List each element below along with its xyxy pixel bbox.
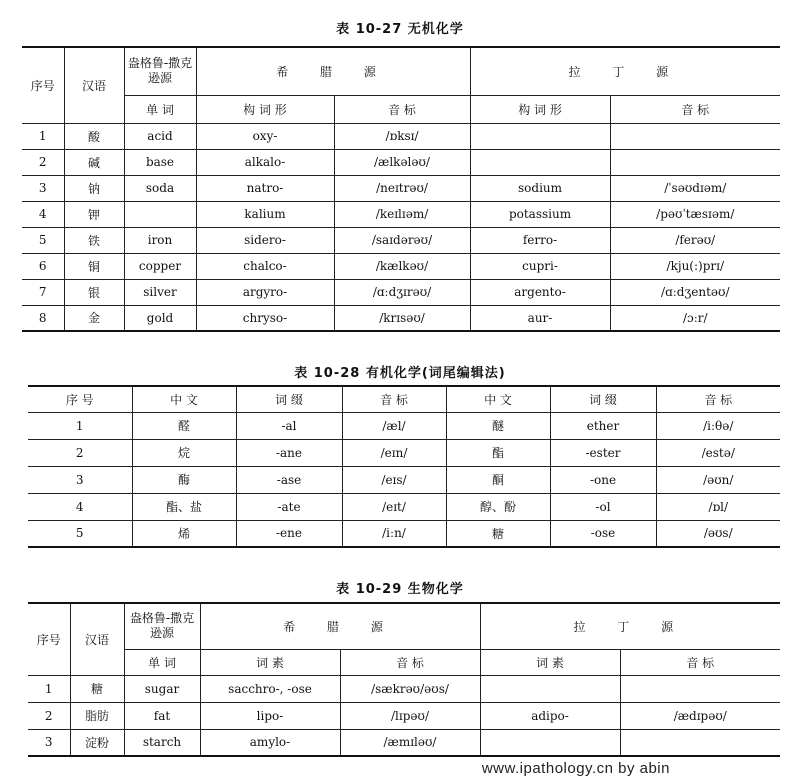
cell-seq: 3 [28, 729, 70, 756]
cell-phonetic-1: /eɪs/ [342, 466, 446, 493]
cell-chinese-1: 酶 [132, 466, 236, 493]
table-row [28, 439, 780, 466]
cell-latin-form: cupri- [470, 253, 610, 279]
cell-chinese-2: 糖 [446, 520, 550, 547]
cell-chinese-2: 醚 [446, 412, 550, 439]
table-row [22, 123, 780, 149]
cell-seq: 1 [28, 675, 70, 702]
cell-seq: 2 [22, 149, 64, 175]
cell-greek-phonetic: /kælkəʊ/ [334, 253, 470, 279]
cell-greek-form: alkalo- [196, 149, 334, 175]
cell-chinese: 钠 [64, 175, 124, 201]
cell-latin-phonetic: /ɑːdʒentəʊ/ [610, 279, 780, 305]
cell-greek-phonetic: /lɪpəʊ/ [340, 702, 480, 729]
header-word: 单 词 [124, 95, 196, 123]
cell-greek-phonetic: /ælkələʊ/ [334, 149, 470, 175]
table-row [28, 412, 780, 439]
cell-affix-1: -al [236, 412, 342, 439]
cell-greek-phonetic: /keɪlɪəm/ [334, 201, 470, 227]
table-caption: 表 10-29 生物化学 [336, 582, 464, 597]
cell-greek-form: natro- [196, 175, 334, 201]
cell-latin-phonetic: /pəʊˈtæsɪəm/ [610, 201, 780, 227]
cell-latin-phonetic [610, 123, 780, 149]
cell-affix-2: -ester [550, 439, 656, 466]
table-row [22, 305, 780, 331]
cell-phonetic-2: /ɒl/ [656, 493, 780, 520]
cell-phonetic-1: /æl/ [342, 412, 446, 439]
header-affix-1: 词 缀 [236, 386, 342, 412]
cell-greek-phonetic: /æmɪləʊ/ [340, 729, 480, 756]
cell-greek-element: lipo- [200, 702, 340, 729]
cell-phonetic-2: /əʊn/ [656, 466, 780, 493]
cell-word: iron [124, 227, 196, 253]
header-chinese-2: 中 文 [446, 386, 550, 412]
cell-affix-2: -ol [550, 493, 656, 520]
table-row [22, 279, 780, 305]
cell-affix-2: ether [550, 412, 656, 439]
cell-latin-phonetic [620, 729, 780, 756]
header-latin-phonetic: 音 标 [620, 649, 780, 675]
header-greek-form: 构 词 形 [196, 95, 334, 123]
header-chinese: 汉语 [70, 603, 124, 675]
table-row [22, 227, 780, 253]
table-row [28, 729, 780, 756]
cell-latin-form: ferro- [470, 227, 610, 253]
header-seq: 序 号 [28, 386, 132, 412]
cell-affix-2: -one [550, 466, 656, 493]
cell-affix-1: -ane [236, 439, 342, 466]
cell-latin-phonetic [610, 149, 780, 175]
cell-greek-element: sacchro-, -ose [200, 675, 340, 702]
cell-latin-phonetic: /ædɪpəʊ/ [620, 702, 780, 729]
cell-seq: 3 [28, 466, 132, 493]
cell-seq: 2 [28, 439, 132, 466]
header-latin-element: 词 素 [480, 649, 620, 675]
header-chinese-1: 中 文 [132, 386, 236, 412]
table-row [22, 201, 780, 227]
cell-latin-element [480, 729, 620, 756]
cell-greek-form: oxy- [196, 123, 334, 149]
cell-chinese: 酸 [64, 123, 124, 149]
cell-chinese: 碱 [64, 149, 124, 175]
cell-seq: 1 [22, 123, 64, 149]
table-caption: 表 10-27 无机化学 [336, 22, 464, 37]
header-latin-form: 构 词 形 [470, 95, 610, 123]
cell-greek-phonetic: /neɪtrəʊ/ [334, 175, 470, 201]
cell-latin-form [470, 123, 610, 149]
cell-latin-phonetic: /ferəʊ/ [610, 227, 780, 253]
cell-seq: 3 [22, 175, 64, 201]
table-row [28, 702, 780, 729]
cell-latin-form: potassium [470, 201, 610, 227]
cell-seq: 7 [22, 279, 64, 305]
header-chinese: 汉语 [64, 47, 124, 123]
cell-seq: 2 [28, 702, 70, 729]
cell-chinese-1: 烷 [132, 439, 236, 466]
cell-greek-form: argyro- [196, 279, 334, 305]
header-greek-phonetic: 音 标 [340, 649, 480, 675]
cell-greek-phonetic: /saɪdərəʊ/ [334, 227, 470, 253]
cell-phonetic-2: /estə/ [656, 439, 780, 466]
cell-word: copper [124, 253, 196, 279]
cell-seq: 6 [22, 253, 64, 279]
cell-chinese-2: 酮 [446, 466, 550, 493]
cell-latin-phonetic: /ɔːr/ [610, 305, 780, 331]
cell-latin-form [470, 149, 610, 175]
table-caption: 表 10-28 有机化学(词尾编辑法) [294, 366, 506, 381]
header-phonetic-1: 音 标 [342, 386, 446, 412]
cell-seq: 5 [28, 520, 132, 547]
table-row [22, 175, 780, 201]
header-word: 单 词 [124, 649, 200, 675]
cell-word: starch [124, 729, 200, 756]
cell-word: gold [124, 305, 196, 331]
biochemistry-table [28, 602, 780, 757]
cell-latin-element: adipo- [480, 702, 620, 729]
cell-chinese: 糖 [70, 675, 124, 702]
table-row [28, 493, 780, 520]
table-row [22, 253, 780, 279]
cell-greek-phonetic: /sækrəʊ/əʊs/ [340, 675, 480, 702]
cell-word: silver [124, 279, 196, 305]
table-row [28, 675, 780, 702]
cell-phonetic-1: /iːn/ [342, 520, 446, 547]
organic-chemistry-table [28, 385, 780, 548]
cell-greek-phonetic: /krɪsəʊ/ [334, 305, 470, 331]
header-latin-phonetic: 音 标 [610, 95, 780, 123]
cell-chinese-1: 酯、盐 [132, 493, 236, 520]
header-anglo-saxon: 盎格鲁-撒克逊源 [124, 47, 196, 95]
cell-greek-phonetic: /ɒksɪ/ [334, 123, 470, 149]
cell-greek-form: chryso- [196, 305, 334, 331]
cell-chinese-2: 酯 [446, 439, 550, 466]
cell-chinese: 金 [64, 305, 124, 331]
cell-word: sugar [124, 675, 200, 702]
cell-latin-element [480, 675, 620, 702]
cell-affix-1: -ate [236, 493, 342, 520]
cell-affix-2: -ose [550, 520, 656, 547]
cell-greek-phonetic: /ɑːdʒɪrəʊ/ [334, 279, 470, 305]
cell-word: acid [124, 123, 196, 149]
header-latin: 拉 丁 源 [470, 47, 780, 95]
cell-affix-1: -ene [236, 520, 342, 547]
cell-chinese: 银 [64, 279, 124, 305]
header-seq: 序号 [22, 47, 64, 123]
table-row [22, 149, 780, 175]
header-phonetic-2: 音 标 [656, 386, 780, 412]
cell-seq: 5 [22, 227, 64, 253]
cell-phonetic-1: /eɪt/ [342, 493, 446, 520]
cell-greek-form: kalium [196, 201, 334, 227]
cell-chinese: 铜 [64, 253, 124, 279]
cell-seq: 8 [22, 305, 64, 331]
cell-seq: 4 [22, 201, 64, 227]
cell-chinese-1: 烯 [132, 520, 236, 547]
cell-greek-form: chalco- [196, 253, 334, 279]
watermark: www.ipathology.cn by abin [481, 760, 670, 777]
cell-affix-1: -ase [236, 466, 342, 493]
cell-seq: 4 [28, 493, 132, 520]
cell-chinese-2: 醇、酚 [446, 493, 550, 520]
cell-latin-form: aur- [470, 305, 610, 331]
cell-latin-phonetic: /kju(:)prɪ/ [610, 253, 780, 279]
cell-chinese: 铁 [64, 227, 124, 253]
cell-phonetic-2: /iːθə/ [656, 412, 780, 439]
header-greek-phonetic: 音 标 [334, 95, 470, 123]
cell-latin-form: argento- [470, 279, 610, 305]
header-seq: 序号 [28, 603, 70, 675]
cell-latin-phonetic: /ˈsəʊdɪəm/ [610, 175, 780, 201]
cell-chinese: 钾 [64, 201, 124, 227]
cell-latin-form: sodium [470, 175, 610, 201]
cell-word: fat [124, 702, 200, 729]
cell-word: soda [124, 175, 196, 201]
cell-word [124, 201, 196, 227]
header-greek-element: 词 素 [200, 649, 340, 675]
cell-chinese: 淀粉 [70, 729, 124, 756]
header-latin: 拉 丁 源 [480, 603, 780, 649]
cell-greek-element: amylo- [200, 729, 340, 756]
cell-phonetic-2: /əʊs/ [656, 520, 780, 547]
header-anglo-saxon: 盎格鲁-撒克逊源 [124, 603, 200, 649]
cell-latin-phonetic [620, 675, 780, 702]
table-row [28, 520, 780, 547]
header-greek: 希 腊 源 [200, 603, 480, 649]
table-row [28, 466, 780, 493]
cell-greek-form: sidero- [196, 227, 334, 253]
inorganic-chemistry-table [22, 46, 780, 332]
cell-seq: 1 [28, 412, 132, 439]
cell-phonetic-1: /eɪn/ [342, 439, 446, 466]
header-affix-2: 词 缀 [550, 386, 656, 412]
header-greek: 希 腊 源 [196, 47, 470, 95]
cell-chinese-1: 醛 [132, 412, 236, 439]
cell-word: base [124, 149, 196, 175]
cell-chinese: 脂肪 [70, 702, 124, 729]
